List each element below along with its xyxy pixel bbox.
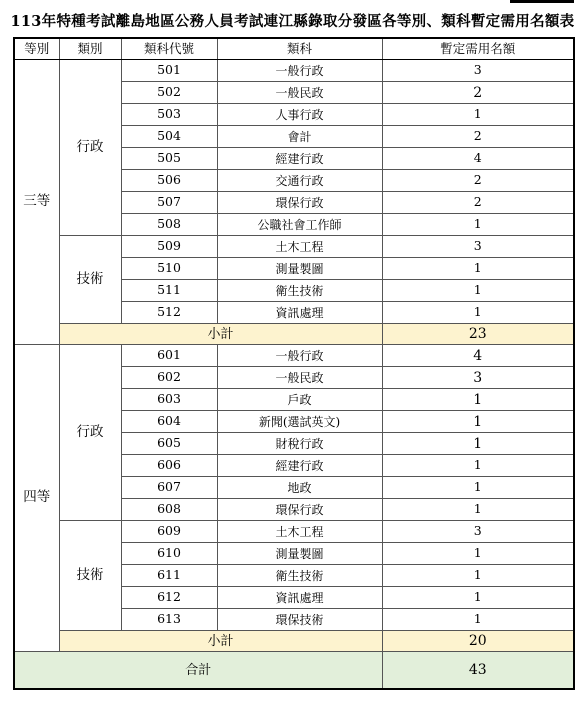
code-cell: 501 xyxy=(121,60,217,82)
category-admin: 行政 xyxy=(59,345,121,521)
subject-cell: 交通行政 xyxy=(217,170,382,192)
quota-cell: 2 xyxy=(382,170,574,192)
subtotal-row xyxy=(14,631,574,652)
subject-cell: 人事行政 xyxy=(217,104,382,126)
subject-cell: 一般行政 xyxy=(217,60,382,82)
quota-cell: 1 xyxy=(382,609,574,631)
code-cell: 603 xyxy=(121,389,217,411)
quota-cell: 1 xyxy=(382,280,574,302)
code-cell: 607 xyxy=(121,477,217,499)
code-cell: 512 xyxy=(121,302,217,324)
header-code: 類科代號 xyxy=(121,38,217,60)
code-cell: 502 xyxy=(121,82,217,104)
code-cell: 601 xyxy=(121,345,217,367)
quota-cell: 4 xyxy=(382,148,574,170)
quota-cell: 3 xyxy=(382,367,574,389)
subject-cell: 資訊處理 xyxy=(217,302,382,324)
total-value: 43 xyxy=(382,652,574,690)
subject-cell: 環保行政 xyxy=(217,192,382,214)
quota-cell: 3 xyxy=(382,60,574,82)
subject-cell: 一般民政 xyxy=(217,367,382,389)
quota-cell: 1 xyxy=(382,433,574,455)
total-row xyxy=(14,652,574,690)
table-row xyxy=(14,345,574,367)
subject-cell: 環保技術 xyxy=(217,609,382,631)
code-cell: 609 xyxy=(121,521,217,543)
code-cell: 509 xyxy=(121,236,217,258)
subject-cell: 新聞(選試英文) xyxy=(217,411,382,433)
code-cell: 503 xyxy=(121,104,217,126)
quota-cell: 1 xyxy=(382,302,574,324)
table-row xyxy=(14,521,574,543)
code-cell: 604 xyxy=(121,411,217,433)
header-quota: 暫定需用名額 xyxy=(382,38,574,60)
subject-cell: 衛生技術 xyxy=(217,565,382,587)
subject-cell: 一般行政 xyxy=(217,345,382,367)
quota-cell: 2 xyxy=(382,126,574,148)
code-cell: 507 xyxy=(121,192,217,214)
category-admin: 行政 xyxy=(59,60,121,236)
subject-cell: 公職社會工作師 xyxy=(217,214,382,236)
quota-cell: 1 xyxy=(382,477,574,499)
quota-cell: 1 xyxy=(382,389,574,411)
top-edge-rule xyxy=(510,0,574,3)
subtotal-label: 小計 xyxy=(59,631,382,652)
quota-cell: 1 xyxy=(382,499,574,521)
quota-table xyxy=(13,37,575,690)
quota-cell: 1 xyxy=(382,104,574,126)
code-cell: 506 xyxy=(121,170,217,192)
subtotal-row xyxy=(14,324,574,345)
quota-cell: 2 xyxy=(382,192,574,214)
level-cell: 四等 xyxy=(14,345,59,652)
quota-cell: 1 xyxy=(382,543,574,565)
code-cell: 610 xyxy=(121,543,217,565)
code-cell: 504 xyxy=(121,126,217,148)
code-cell: 508 xyxy=(121,214,217,236)
header-subject: 類科 xyxy=(217,38,382,60)
subject-cell: 測量製圖 xyxy=(217,543,382,565)
subject-cell: 測量製圖 xyxy=(217,258,382,280)
table-body xyxy=(14,60,574,690)
code-cell: 608 xyxy=(121,499,217,521)
header-row xyxy=(14,38,574,60)
code-cell: 510 xyxy=(121,258,217,280)
quota-cell: 1 xyxy=(382,587,574,609)
code-cell: 606 xyxy=(121,455,217,477)
quota-cell: 4 xyxy=(382,345,574,367)
quota-cell: 1 xyxy=(382,565,574,587)
category-tech: 技術 xyxy=(59,521,121,631)
document-title: 113年特種考試離島地區公務人員考試連江縣錄取分發區各等別、類科暫定需用名額表 xyxy=(10,13,575,30)
subject-cell: 地政 xyxy=(217,477,382,499)
subject-cell: 資訊處理 xyxy=(217,587,382,609)
subject-cell: 戶政 xyxy=(217,389,382,411)
subject-cell: 衛生技術 xyxy=(217,280,382,302)
subject-cell: 土木工程 xyxy=(217,521,382,543)
table-row xyxy=(14,236,574,258)
quota-cell: 3 xyxy=(382,236,574,258)
subject-cell: 經建行政 xyxy=(217,148,382,170)
quota-cell: 1 xyxy=(382,455,574,477)
code-cell: 505 xyxy=(121,148,217,170)
subtotal-value: 20 xyxy=(382,631,574,652)
table-row xyxy=(14,60,574,82)
subtotal-label: 小計 xyxy=(59,324,382,345)
subject-cell: 環保行政 xyxy=(217,499,382,521)
subtotal-value: 23 xyxy=(382,324,574,345)
subject-cell: 財稅行政 xyxy=(217,433,382,455)
header-category: 類別 xyxy=(59,38,121,60)
code-cell: 612 xyxy=(121,587,217,609)
code-cell: 602 xyxy=(121,367,217,389)
code-cell: 511 xyxy=(121,280,217,302)
quota-cell: 2 xyxy=(382,82,574,104)
code-cell: 613 xyxy=(121,609,217,631)
quota-cell: 3 xyxy=(382,521,574,543)
quota-cell: 1 xyxy=(382,258,574,280)
category-tech: 技術 xyxy=(59,236,121,324)
subject-cell: 會計 xyxy=(217,126,382,148)
code-cell: 605 xyxy=(121,433,217,455)
header-level: 等別 xyxy=(14,38,59,60)
subject-cell: 經建行政 xyxy=(217,455,382,477)
quota-cell: 1 xyxy=(382,214,574,236)
level-cell: 三等 xyxy=(14,60,59,345)
quota-cell: 1 xyxy=(382,411,574,433)
subject-cell: 土木工程 xyxy=(217,236,382,258)
total-label: 合計 xyxy=(14,652,382,690)
subject-cell: 一般民政 xyxy=(217,82,382,104)
code-cell: 611 xyxy=(121,565,217,587)
